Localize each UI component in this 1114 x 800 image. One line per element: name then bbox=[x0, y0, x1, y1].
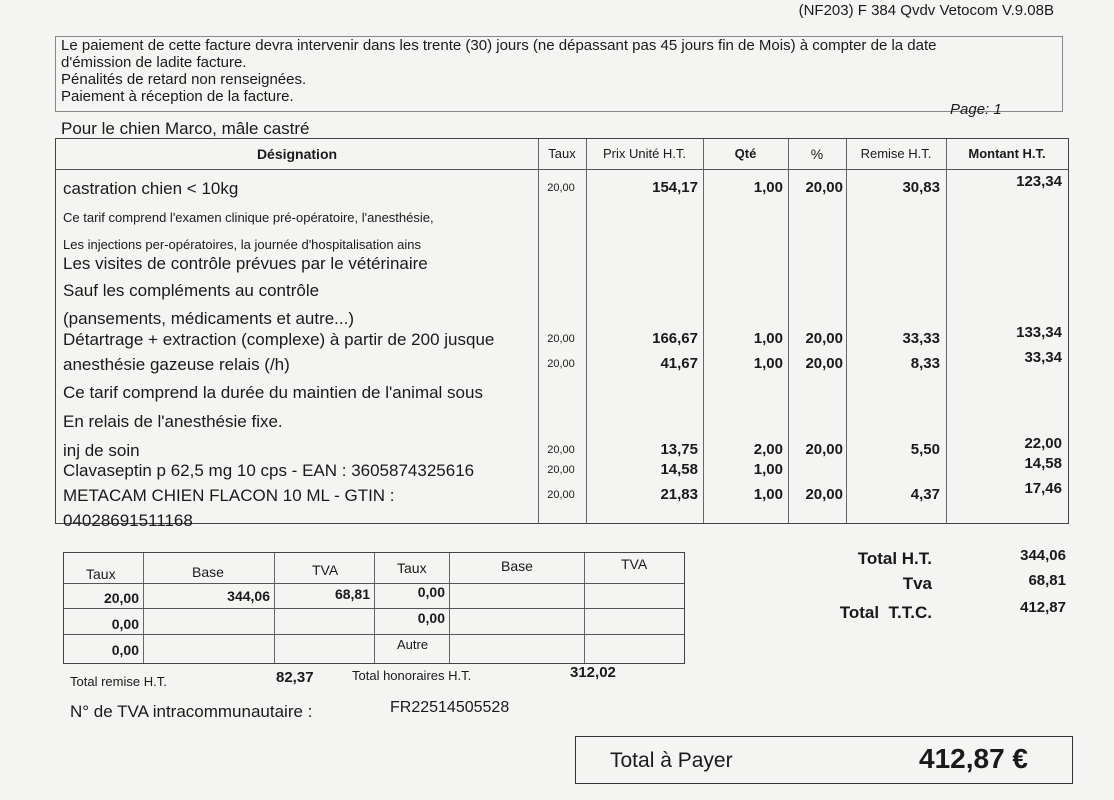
vat-breakdown-table bbox=[63, 552, 685, 664]
vat-header: TVA bbox=[312, 562, 339, 578]
vat-cell: 0,00 bbox=[417, 610, 445, 626]
line-pct: 20,00 bbox=[805, 441, 843, 458]
page-indicator bbox=[950, 101, 1002, 118]
notice-line: d'émission de ladite facture. bbox=[61, 54, 247, 71]
total-to-pay-amount: 412,87 € bbox=[919, 743, 1028, 774]
line-designation: METACAM CHIEN FLACON 10 ML - GTIN : bbox=[63, 486, 395, 505]
notice-line: Le paiement de cette facture devra intervenir dans les trente (30) jours (ne dépassant pas 45 jours fin de Mois) à compter de la date bbox=[61, 37, 937, 54]
line-qte: 1,00 bbox=[753, 179, 783, 196]
vat-cell: 344,06 bbox=[227, 588, 270, 604]
vat-cell: Autre bbox=[397, 637, 429, 652]
total-honoraires-label: Total honoraires H.T. bbox=[352, 668, 472, 683]
tva-intra-number: FR22514505528 bbox=[390, 699, 510, 716]
line-montant: 123,34 bbox=[1016, 173, 1062, 190]
line-designation: Les visites de contrôle prévues par le vétérinaire bbox=[63, 254, 428, 273]
notice-line: Pénalités de retard non renseignées. bbox=[61, 71, 307, 88]
line-remise: 4,37 bbox=[910, 486, 940, 503]
total-ttc-value: 412,87 bbox=[1020, 599, 1066, 616]
header-designation: Désignation bbox=[256, 146, 338, 162]
line-prix: 154,17 bbox=[652, 179, 698, 196]
line-prix: 41,67 bbox=[660, 355, 698, 372]
line-taux: 20,00 bbox=[547, 358, 575, 370]
table-header bbox=[56, 139, 1068, 170]
header-pct: % bbox=[810, 146, 824, 162]
line-prix: 166,67 bbox=[652, 330, 698, 347]
vat-cell: 68,81 bbox=[334, 586, 370, 602]
line-designation: castration chien < 10kg bbox=[63, 179, 239, 198]
payment-notice bbox=[55, 36, 1063, 112]
line-designation: Clavaseptin p 62,5 mg 10 cps - EAN : 3605874325616 bbox=[63, 461, 475, 480]
line-taux: 20,00 bbox=[547, 444, 575, 456]
line-remise: 33,33 bbox=[902, 330, 940, 347]
total-tva-value: 68,81 bbox=[1028, 572, 1066, 589]
vat-cell: 0,00 bbox=[111, 642, 139, 658]
line-montant: 33,34 bbox=[1024, 349, 1062, 366]
line-prix: 21,83 bbox=[660, 486, 698, 503]
line-qte: 1,00 bbox=[753, 355, 783, 372]
total-ht-label: Total H.T. bbox=[857, 549, 932, 568]
vat-header: TVA bbox=[621, 556, 648, 572]
header-montant: Montant H.T. bbox=[968, 146, 1046, 161]
vat-cell: 0,00 bbox=[111, 616, 139, 632]
line-qte: 1,00 bbox=[753, 486, 783, 503]
vat-cell: 0,00 bbox=[417, 584, 445, 600]
line-remise: 5,50 bbox=[910, 441, 940, 458]
tva-intra-label: N° de TVA intracommunautaire : bbox=[70, 702, 313, 721]
total-to-pay-box bbox=[575, 736, 1073, 784]
notice-line: Paiement à réception de la facture. bbox=[61, 88, 294, 105]
header-prix: Prix Unité H.T. bbox=[602, 146, 687, 161]
line-montant: 17,46 bbox=[1024, 480, 1062, 497]
line-remise: 30,83 bbox=[902, 179, 940, 196]
patient-info: Pour le chien Marco, mâle castré bbox=[61, 119, 310, 138]
line-pct: 20,00 bbox=[805, 355, 843, 372]
line-pct: 20,00 bbox=[805, 330, 843, 347]
line-montant: 133,34 bbox=[1016, 324, 1062, 341]
invoice-lines-table bbox=[55, 138, 1069, 530]
total-ttc-label: Total T.T.C. bbox=[839, 603, 932, 622]
header-qte: Qté bbox=[734, 146, 757, 161]
header-remise: Remise H.T. bbox=[860, 146, 932, 161]
total-ht-value: 344,06 bbox=[1020, 547, 1066, 564]
line-designation: inj de soin bbox=[63, 441, 140, 460]
header-taux: Taux bbox=[548, 146, 576, 161]
line-montant: 14,58 bbox=[1024, 455, 1062, 472]
page-number: 1 bbox=[993, 101, 1002, 118]
line-qte: 1,00 bbox=[753, 330, 783, 347]
line-designation: En relais de l'anesthésie fixe. bbox=[63, 412, 283, 431]
line-prix: 14,58 bbox=[660, 461, 698, 478]
line-designation: 04028691511168 bbox=[63, 511, 193, 530]
line-qte: 1,00 bbox=[753, 461, 783, 478]
line-designation: Ce tarif comprend l'examen clinique pré-opératoire, l'anesthésie, bbox=[63, 210, 434, 225]
line-designation: Ce tarif comprend la durée du maintien de l'animal sous bbox=[63, 383, 483, 402]
line-designation: Détartrage + extraction (complexe) à partir de 200 jusque bbox=[63, 330, 495, 349]
total-remise-value: 82,37 bbox=[276, 669, 314, 686]
line-pct: 20,00 bbox=[805, 179, 843, 196]
line-qte: 2,00 bbox=[753, 441, 783, 458]
line-taux: 20,00 bbox=[547, 464, 575, 476]
vat-cell: 20,00 bbox=[103, 590, 139, 606]
vat-header: Taux bbox=[86, 566, 116, 582]
line-designation: (pansements, médicaments et autre...) bbox=[63, 309, 355, 328]
software-version: (NF203) F 384 Qvdv Vetocom V.9.08B bbox=[798, 2, 1054, 19]
total-honoraires-value: 312,02 bbox=[570, 664, 616, 681]
total-remise-label: Total remise H.T. bbox=[70, 674, 167, 689]
total-tva-label: Tva bbox=[902, 574, 932, 593]
line-montant: 22,00 bbox=[1024, 435, 1062, 452]
vat-header: Base bbox=[501, 558, 533, 574]
line-taux: 20,00 bbox=[547, 489, 575, 501]
line-pct: 20,00 bbox=[805, 486, 843, 503]
page-label: Page: bbox=[950, 101, 990, 118]
line-prix: 13,75 bbox=[660, 441, 698, 458]
line-designation: Les injections per-opératoires, la journée d'hospitalisation ains bbox=[63, 237, 422, 252]
total-to-pay-label: Total à Payer bbox=[610, 749, 733, 772]
line-designation: anesthésie gazeuse relais (/h) bbox=[63, 355, 290, 374]
line-taux: 20,00 bbox=[547, 333, 575, 345]
line-taux: 20,00 bbox=[547, 182, 575, 194]
vat-header: Base bbox=[192, 564, 224, 580]
line-designation: Sauf les compléments au contrôle bbox=[63, 281, 320, 300]
line-remise: 8,33 bbox=[910, 355, 940, 372]
vat-header: Taux bbox=[397, 560, 427, 576]
